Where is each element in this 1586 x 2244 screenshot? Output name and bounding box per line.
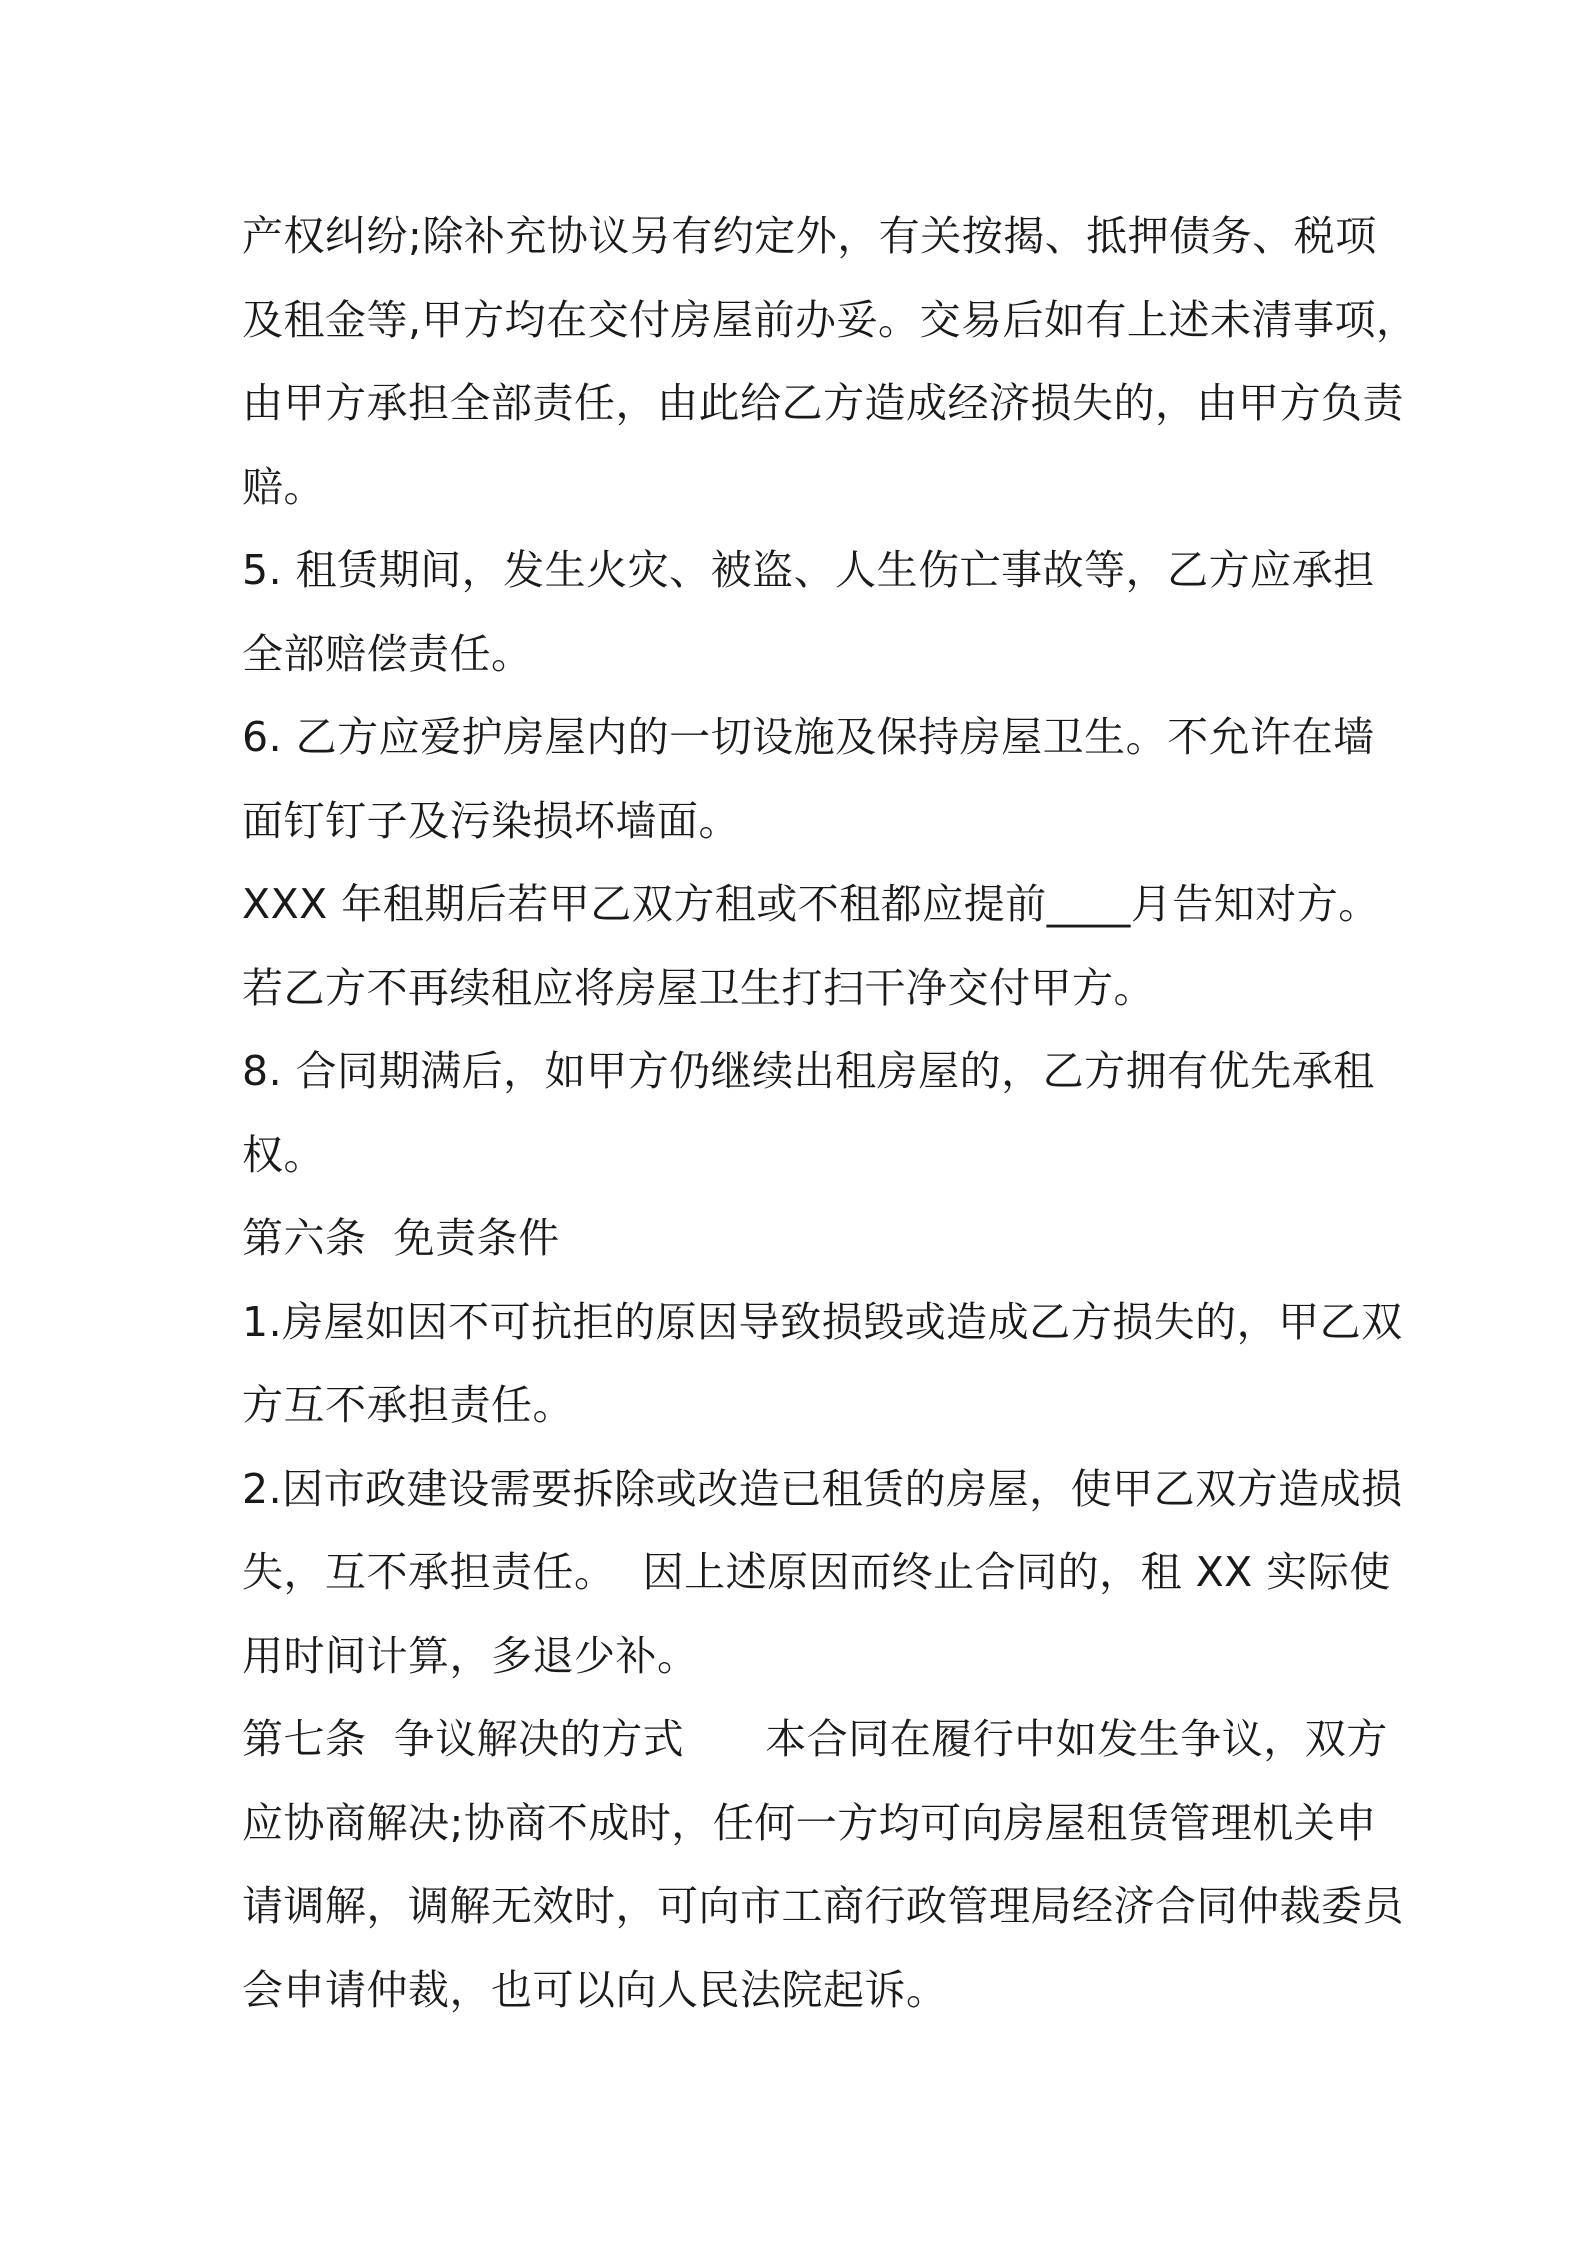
text-line: 权。 [242,1130,325,1179]
text-line: 用时间计算，多退少补。 [242,1631,699,1680]
article-6-heading: 第六条 免责条件 [242,1214,560,1262]
clause-6: 6. 乙方应爱护房屋内的一切设施及保持房屋卫生。不允许在墙 [242,713,1375,761]
text-line: 请调解，调解无效时，可向市工商行政管理局经济合同仲裁委员 [242,1882,1404,1930]
text-line: 由甲方承担全部责任，由此给乙方造成经济损失的，由甲方负责 [242,379,1404,427]
text-line: 应协商解决;协商不成时，任何一方均可向房屋租赁管理机关申 [242,1798,1377,1847]
clause-7: XXX 年租期后若甲乙双方租或不租都应提前____月告知对方。 [242,880,1380,928]
text-line: 失，互不承担责任。 因上述原因而终止合同的，租 XX 实际使 [242,1548,1391,1596]
article-7-heading: 第七条 争议解决的方式 本合同在履行中如发生争议，双方 [242,1715,1388,1763]
text-line: 赔。 [242,462,325,511]
text-line: 产权纠纷;除补充协议另有约定外，有关按揭、抵押债务、税项 [242,212,1377,260]
text-line: 全部赔偿责任。 [242,629,533,678]
clause-8: 8. 合同期满后，如甲方仍继续出租房屋的，乙方拥有优先承租 [242,1047,1375,1095]
text-line: 方互不承担责任。 [242,1381,574,1429]
text-line: 会申请仲裁，也可以向人民法院起诉。 [242,1965,948,2014]
article-6-item-1: 1.房屋如因不可抗拒的原因导致损毁或造成乙方损失的，甲乙双 [242,1297,1403,1346]
document-body [242,195,1418,2032]
text-line: 面钉钉子及污染损坏墙面。 [242,796,740,845]
article-6-item-2: 2.因市政建设需要拆除或改造已租赁的房屋，使甲乙双方造成损 [242,1464,1403,1513]
text-line: 及租金等,甲方均在交付房屋前办妥。交易后如有上述未清事项， [242,295,1418,344]
clause-5: 5. 租赁期间，发生火灾、被盗、人生伤亡事故等，乙方应承担 [242,546,1375,594]
text-line: 若乙方不再续租应将房屋卫生打扫干净交付甲方。 [242,963,1155,1012]
